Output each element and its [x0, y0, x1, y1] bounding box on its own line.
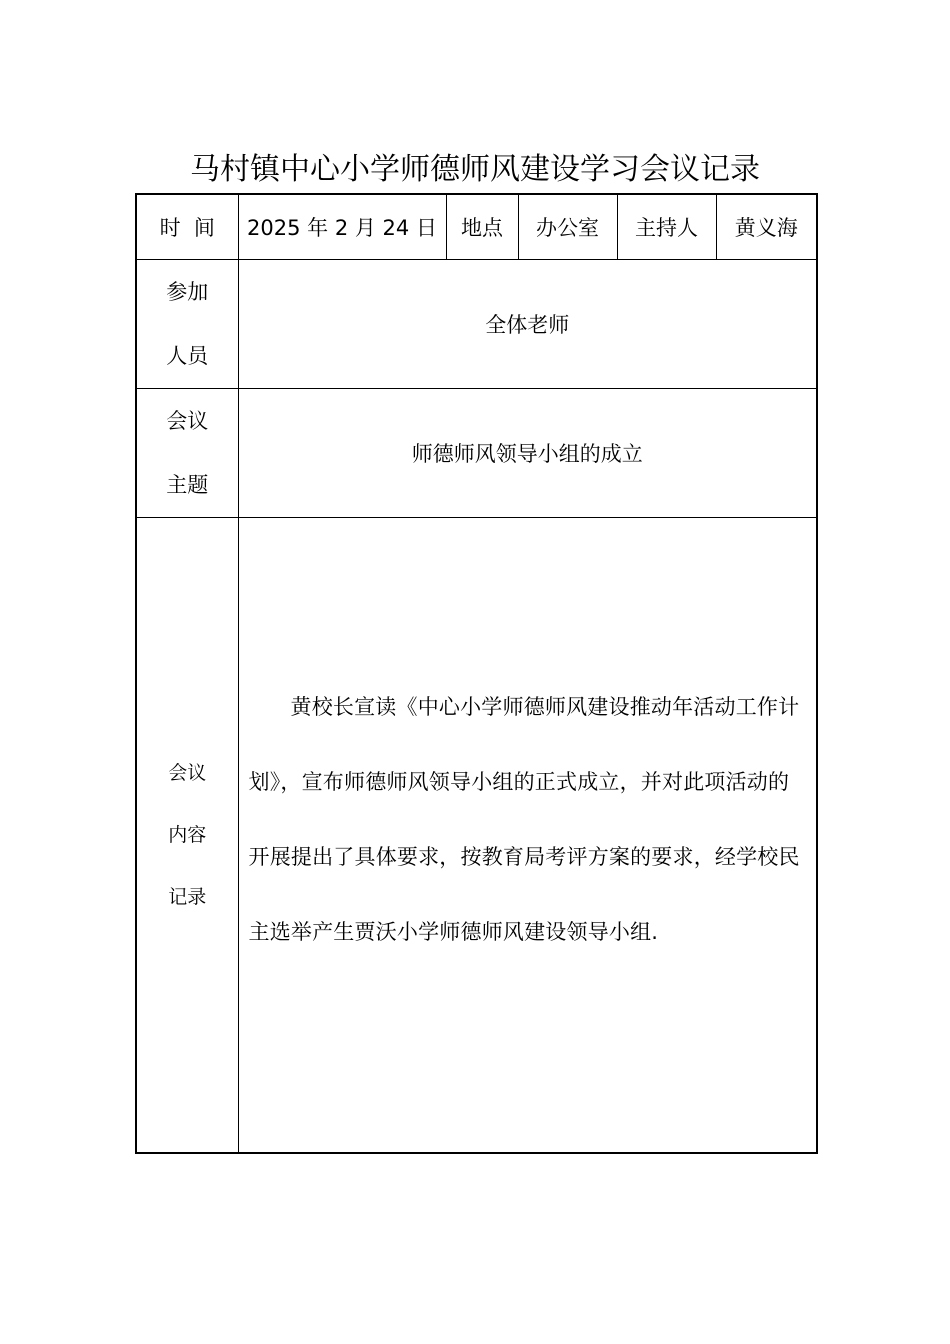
table-row-topic — [136, 389, 817, 518]
content-label-line1: 会议 — [168, 762, 207, 784]
content-value-cell — [238, 518, 817, 1154]
content-text: 黄校长宣读《中心小学师德师风建设推动年活动工作计划》，宣布师德师风领导小组的正式成立，并对此项活动的开展提出了具体要求，按教育局考评方案的要求，经学校民主选举产生贾沃小学师德师风建设领导小组. — [248, 695, 800, 944]
date-value: 2025 年 2 月 24 日 — [238, 194, 446, 260]
table-row-header-info — [136, 194, 817, 260]
topic-label-line2: 主题 — [166, 473, 209, 497]
attendees-value: 全体老师 — [238, 260, 817, 389]
topic-value: 师德师风领导小组的成立 — [238, 389, 817, 518]
content-label-line3: 记录 — [168, 886, 207, 908]
document-title: 马村镇中心小学师德师风建设学习会议记录 — [190, 152, 760, 187]
time-label: 时 间 — [136, 194, 238, 260]
host-value: 黄义海 — [716, 194, 817, 260]
location-value: 办公室 — [518, 194, 617, 260]
content-label — [136, 518, 238, 1154]
host-label: 主持人 — [617, 194, 716, 260]
meeting-record-table — [135, 193, 818, 1154]
topic-label — [136, 389, 238, 518]
table-row-attendees — [136, 260, 817, 389]
content-label-line2: 内容 — [168, 824, 207, 846]
attendees-label — [136, 260, 238, 389]
location-label: 地点 — [446, 194, 518, 260]
table-row-content — [136, 518, 817, 1154]
attendees-label-line2: 人员 — [166, 344, 209, 368]
topic-label-line1: 会议 — [166, 409, 209, 433]
attendees-label-line1: 参加 — [166, 280, 209, 304]
